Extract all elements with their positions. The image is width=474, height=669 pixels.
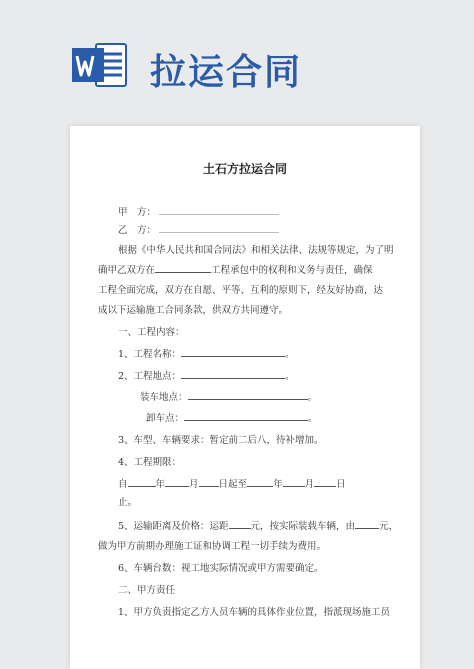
party-b-blank	[159, 222, 279, 233]
loading-point-field	[188, 389, 308, 400]
project-name-field	[181, 346, 285, 357]
item-5b: 元，按实际装载车辆，由	[250, 521, 356, 532]
unloading-point-line: 卸车点： 。	[146, 410, 318, 424]
word-icon	[70, 42, 128, 88]
item-5a: 5、运输距离及价格：运距	[118, 521, 229, 532]
document-title: 土石方拉运合同	[202, 162, 287, 176]
distance-price-field	[229, 518, 251, 529]
item-5-line	[118, 518, 398, 532]
header-title: 拉运合同	[150, 52, 303, 93]
item-1-line: 1、工程名称： 。	[118, 346, 295, 360]
day-from-label: 日起至	[218, 479, 248, 490]
month-2-label: 月	[304, 479, 315, 490]
intro-line-4: 成以下运输施工合同条款，供双方共同遵守。	[98, 305, 289, 316]
party-b-line	[118, 222, 279, 236]
intro-line-2	[98, 262, 373, 276]
intro-line-3: 工程全面完成，双方在自愿、平等、互利的原则下，经友好协商，达	[98, 285, 384, 296]
party-a-blank	[159, 204, 279, 215]
party-a-line	[118, 204, 279, 218]
unloading-point-label: 卸车点：	[146, 413, 185, 424]
intro-2b: 工程承包中的权利和义务与责任，确保	[211, 265, 373, 276]
date-range-line	[118, 476, 346, 490]
project-location-field	[181, 368, 285, 379]
month-1-label: 月	[189, 479, 199, 490]
day-2-label: 日	[336, 479, 346, 490]
item-5-line-2: 做为甲方前期办理施工证和协调工程一切手续为费用。	[98, 541, 327, 552]
date-end-line: 止。	[118, 497, 138, 508]
start-year-field	[128, 476, 156, 487]
document-page	[70, 126, 420, 669]
item-2-label: 2、工程地点：	[118, 371, 182, 382]
vehicle-price-field	[355, 518, 379, 529]
section-2-heading: 二、甲方责任	[118, 585, 176, 596]
party-b-label: 乙 方：	[118, 225, 157, 236]
unloading-point-field	[184, 410, 308, 421]
item-1-label: 1、工程名称：	[118, 349, 182, 360]
item-6-line: 6、车辆台数：视工地实际情况或甲方需要确定。	[118, 563, 324, 574]
date-from-label: 自	[118, 479, 128, 490]
item-3-line: 3、车型、车辆要求：暂定前二后八，待补增加。	[118, 435, 324, 446]
end-year-field	[247, 476, 273, 487]
loading-point-line: 装车地点： 。	[140, 389, 317, 403]
item-2-line: 2、工程地点： 。	[118, 368, 295, 382]
page-header	[0, 0, 474, 118]
intro-2a: 确甲乙双方在	[98, 265, 156, 276]
start-day-field	[199, 476, 219, 487]
item-5c: 元，	[379, 521, 399, 532]
loading-point-label: 装车地点：	[140, 392, 188, 403]
item-4-line: 4、工程期限：	[118, 457, 182, 468]
section-1-heading: 一、工程内容：	[118, 327, 185, 338]
party-a-label: 甲 方：	[118, 207, 157, 218]
intro-line-1: 根据《中华人民共和国合同法》和相关法律、法规等规定，为了明	[118, 245, 394, 256]
duty-1-line: 1、甲方负责指定乙方人员车辆的具体作业位置，指派现场施工员	[118, 607, 391, 618]
year-2-label: 年	[273, 479, 283, 490]
start-month-field	[165, 476, 189, 487]
year-1-label: 年	[155, 479, 166, 490]
end-month-field	[283, 476, 305, 487]
project-name-blank	[155, 262, 211, 273]
end-day-field	[314, 476, 336, 487]
